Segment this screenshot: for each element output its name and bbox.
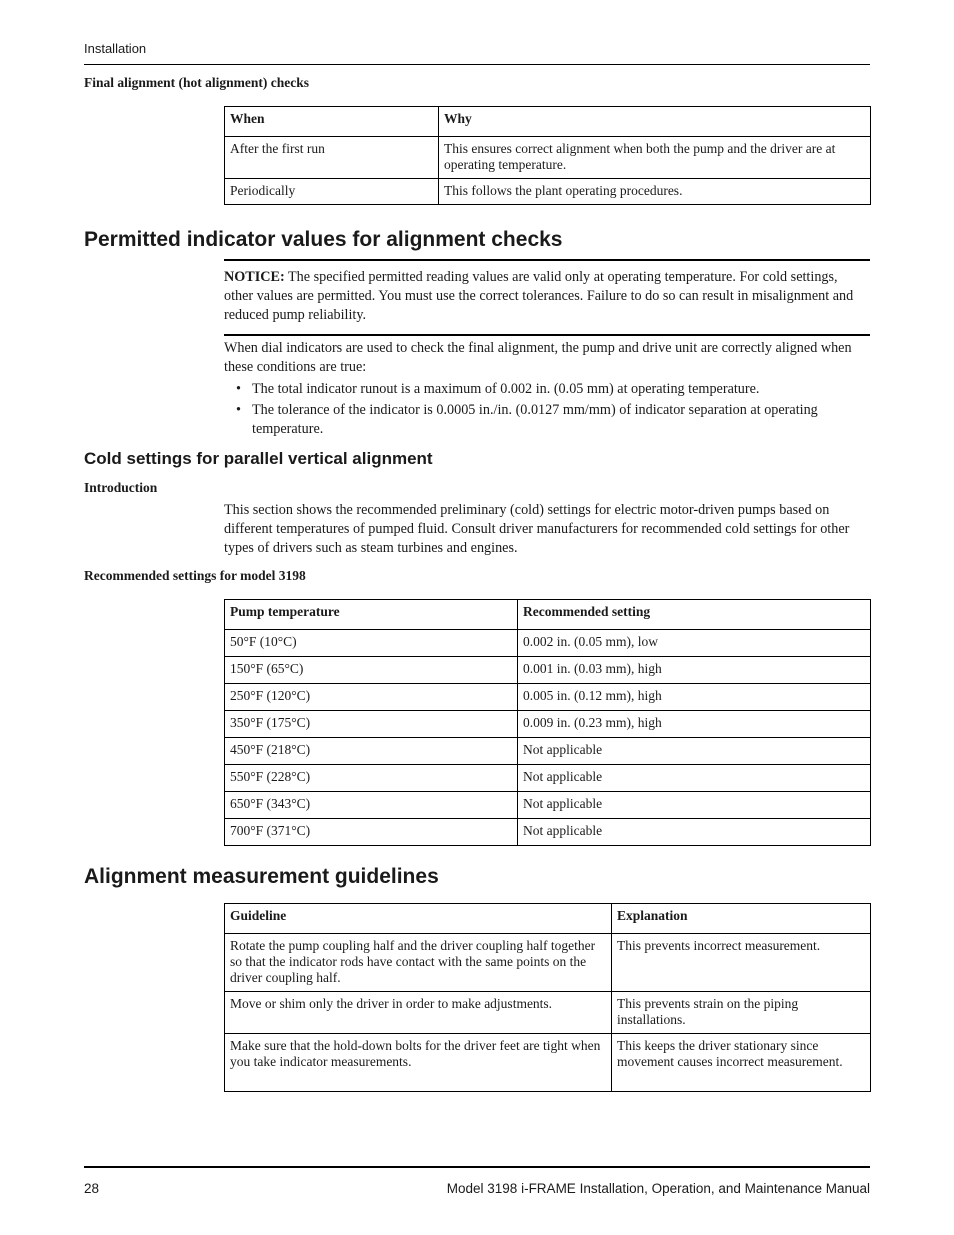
header-rule bbox=[84, 64, 870, 65]
permitted-intro: When dial indicators are used to check the final alignment, the pump and drive unit are correctly aligned when these conditions are true: bbox=[224, 340, 852, 375]
table-cell: This follows the plant operating procedures. bbox=[439, 179, 871, 205]
table-header-row bbox=[225, 107, 871, 137]
table-row bbox=[225, 630, 871, 657]
introduction-heading: Introduction bbox=[84, 480, 158, 495]
table-row bbox=[225, 657, 871, 684]
table-cell: 0.005 in. (0.12 mm), high bbox=[518, 684, 871, 711]
guidelines-heading: Alignment measurement guidelines bbox=[84, 865, 439, 888]
column-header: Guideline bbox=[225, 904, 612, 934]
column-header: Pump temperature bbox=[225, 600, 518, 630]
table-cell: 0.009 in. (0.23 mm), high bbox=[518, 711, 871, 738]
table-cell: Move or shim only the driver in order to make adjustments. bbox=[225, 992, 612, 1034]
footer-rule bbox=[84, 1166, 870, 1168]
final-alignment-table bbox=[224, 106, 871, 205]
table-row bbox=[225, 738, 871, 765]
list-item-text: The total indicator runout is a maximum of 0.002 in. (0.05 mm) at operating temperature. bbox=[252, 381, 760, 397]
table-cell: Not applicable bbox=[518, 738, 871, 765]
permitted-heading: Permitted indicator values for alignment checks bbox=[84, 228, 563, 251]
manual-title: Model 3198 i-FRAME Installation, Operation, and Maintenance Manual bbox=[446, 1181, 870, 1196]
table-cell: Not applicable bbox=[518, 765, 871, 792]
list-item bbox=[224, 401, 870, 439]
table-row bbox=[225, 792, 871, 819]
table-cell: 0.002 in. (0.05 mm), low bbox=[518, 630, 871, 657]
table-row bbox=[225, 179, 871, 205]
table-cell: 550°F (228°C) bbox=[225, 765, 518, 792]
list-item bbox=[224, 380, 870, 399]
table-cell: 700°F (371°C) bbox=[225, 819, 518, 846]
table-cell: Periodically bbox=[225, 179, 439, 205]
table-cell: Make sure that the hold-down bolts for the driver feet are tight when you take indicator measurements. bbox=[225, 1034, 612, 1092]
column-header: When bbox=[225, 107, 439, 137]
table-cell: Not applicable bbox=[518, 792, 871, 819]
table-cell: Not applicable bbox=[518, 819, 871, 846]
table-row bbox=[225, 765, 871, 792]
cold-settings-heading: Cold settings for parallel vertical alignment bbox=[84, 449, 433, 468]
table-cell: 450°F (218°C) bbox=[225, 738, 518, 765]
table-cell: This prevents strain on the piping installations. bbox=[612, 992, 871, 1034]
table-row bbox=[225, 711, 871, 738]
bullet-icon: • bbox=[236, 402, 241, 418]
notice-label: NOTICE: bbox=[224, 269, 285, 285]
table-row bbox=[225, 819, 871, 846]
table-cell: 50°F (10°C) bbox=[225, 630, 518, 657]
table-header-row bbox=[225, 904, 871, 934]
table-cell: After the first run bbox=[225, 137, 439, 179]
table-cell: 650°F (343°C) bbox=[225, 792, 518, 819]
conditions-list bbox=[224, 380, 870, 441]
list-item-text: The tolerance of the indicator is 0.0005 in./in. (0.0127 mm/mm) of indicator separation at operating temperature. bbox=[252, 402, 818, 437]
table-cell: 250°F (120°C) bbox=[225, 684, 518, 711]
guidelines-table bbox=[224, 903, 871, 1092]
recommended-settings-heading: Recommended settings for model 3198 bbox=[84, 568, 306, 583]
table-cell: 350°F (175°C) bbox=[225, 711, 518, 738]
table-cell: Rotate the pump coupling half and the driver coupling half together so that the indicator rods have contact with the same points on the driver coupling half. bbox=[225, 934, 612, 992]
table-cell: This prevents incorrect measurement. bbox=[612, 934, 871, 992]
column-header: Explanation bbox=[612, 904, 871, 934]
table-row bbox=[225, 1034, 871, 1092]
notice-paragraph bbox=[224, 268, 870, 325]
table-row bbox=[225, 992, 871, 1034]
column-header: Recommended setting bbox=[518, 600, 871, 630]
running-header: Installation bbox=[84, 41, 147, 56]
column-header: Why bbox=[439, 107, 871, 137]
table-row bbox=[225, 137, 871, 179]
notice-text: The specified permitted reading values are valid only at operating temperature. For cold settings, other values are permitted. You must use the correct tolerances. Failure to do so can result in misalignment and reduced pump reliability. bbox=[224, 269, 854, 323]
recommended-settings-table bbox=[224, 599, 871, 846]
table-row bbox=[225, 934, 871, 992]
table-cell: This ensures correct alignment when both the pump and the driver are at operating temperature. bbox=[439, 137, 871, 179]
final-alignment-heading: Final alignment (hot alignment) checks bbox=[84, 75, 309, 90]
table-cell: This keeps the driver stationary since movement causes incorrect measurement. bbox=[612, 1034, 871, 1092]
table-row bbox=[225, 684, 871, 711]
notice-bottom-rule bbox=[224, 334, 870, 336]
page-number: 28 bbox=[84, 1181, 100, 1196]
notice-top-rule bbox=[224, 259, 870, 261]
table-cell: 150°F (65°C) bbox=[225, 657, 518, 684]
bullet-icon: • bbox=[236, 381, 241, 397]
table-cell: 0.001 in. (0.03 mm), high bbox=[518, 657, 871, 684]
table-header-row bbox=[225, 600, 871, 630]
introduction-paragraph: This section shows the recommended preliminary (cold) settings for electric motor-driven pumps based on different temperatures of pumped fluid. Consult driver manufacturers for recommended cold settings for other types of drivers such as steam turbines and engines. bbox=[224, 502, 850, 556]
